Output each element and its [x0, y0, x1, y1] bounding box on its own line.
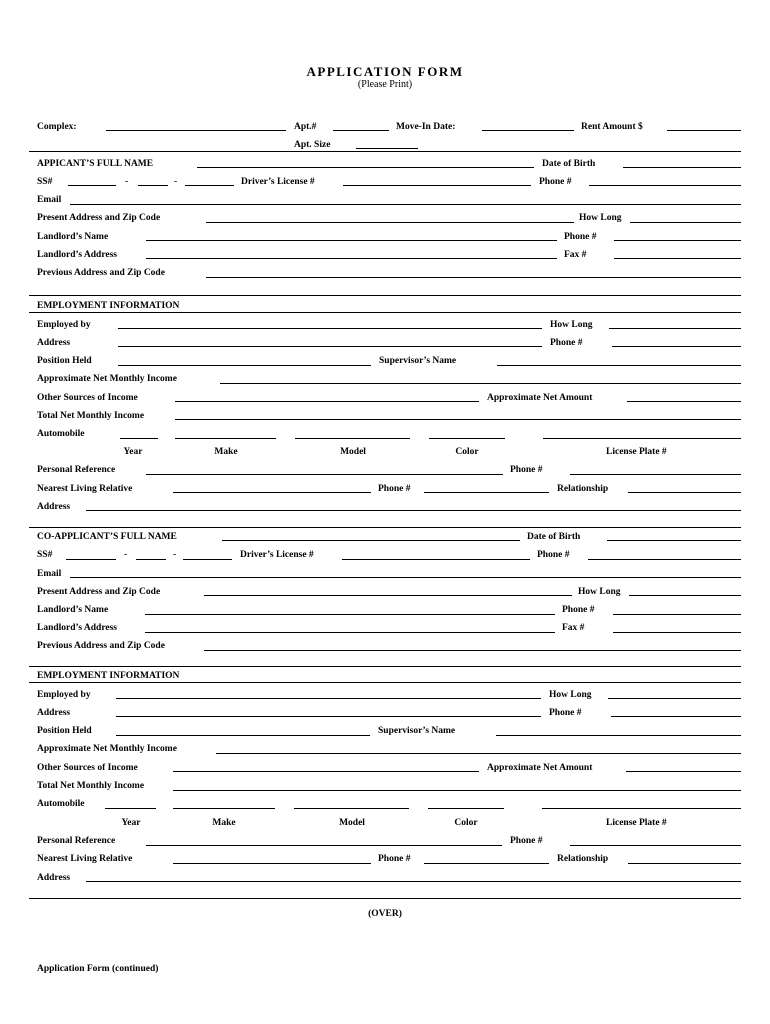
coapp-prev-addr-field-2[interactable]: [29, 666, 741, 667]
net-monthly-field[interactable]: [220, 383, 741, 384]
coapp-other-sources-label: Other Sources of Income: [37, 763, 138, 773]
coapp-auto-year-field[interactable]: [105, 808, 156, 809]
make-caption: Make: [214, 447, 238, 457]
coapp-fax-field[interactable]: [613, 632, 741, 633]
auto-color-field[interactable]: [429, 438, 505, 439]
total-net-field[interactable]: [175, 419, 741, 420]
coapp-landlord-phone-label: Phone #: [562, 605, 595, 615]
applicant-ss-field-1[interactable]: [68, 185, 116, 186]
personal-ref-label: Personal Reference: [37, 465, 116, 475]
applicant-prev-addr-field[interactable]: [206, 277, 741, 278]
plate-caption: License Plate #: [606, 447, 667, 457]
coapp-ref-phone-label: Phone #: [510, 836, 543, 846]
applicant-landlord-phone-label: Phone #: [564, 232, 597, 242]
relative-phone-field[interactable]: [424, 492, 549, 493]
coapp-relative-field[interactable]: [173, 863, 371, 864]
coapp-relative-address-label: Address: [37, 873, 71, 883]
coapp-auto-make-field[interactable]: [173, 808, 275, 809]
applicant-prev-addr-label: Previous Address and Zip Code: [37, 268, 165, 278]
emp-phone-field[interactable]: [612, 346, 741, 347]
applicant-address-label: Present Address and Zip Code: [37, 213, 161, 223]
coapp-landlord-addr-field[interactable]: [145, 632, 555, 633]
emp-howlong-label: How Long: [550, 320, 593, 330]
applicant-landlord-addr-label: Landlord’s Address: [37, 250, 117, 260]
coapp-auto-color-field[interactable]: [428, 808, 504, 809]
coapp-howlong-label: How Long: [578, 587, 621, 597]
coapp-phone-field[interactable]: [588, 559, 741, 560]
position-label: Position Held: [37, 356, 92, 366]
auto-model-field[interactable]: [295, 438, 410, 439]
applicant-name-label: APPICANT’S FULL NAME: [37, 159, 154, 169]
coapp-color-caption: Color: [454, 818, 478, 828]
relative-phone-label: Phone #: [378, 484, 411, 494]
coapp-employment-heading: EMPLOYMENT INFORMATION: [37, 671, 180, 681]
coapp-howlong-field[interactable]: [629, 595, 741, 596]
employed-by-label: Employed by: [37, 320, 91, 330]
coapp-ss-field-3[interactable]: [183, 559, 232, 560]
coapp-landlord-addr-label: Landlord’s Address: [37, 623, 117, 633]
applicant-dl-label: Driver’s License #: [241, 177, 315, 187]
coapp-name-field[interactable]: [222, 540, 520, 541]
other-sources-field[interactable]: [175, 401, 479, 402]
coapp-automobile-label: Automobile: [37, 799, 85, 809]
applicant-address-field[interactable]: [206, 222, 574, 223]
auto-year-field[interactable]: [120, 438, 158, 439]
coapp-ss-field-2[interactable]: [136, 559, 166, 560]
coapp-landlord-phone-field[interactable]: [613, 614, 741, 615]
coapp-relative-phone-label: Phone #: [378, 854, 411, 864]
coapp-address-label: Present Address and Zip Code: [37, 587, 161, 597]
ref-phone-field[interactable]: [570, 474, 741, 475]
emp-address-field[interactable]: [118, 346, 542, 347]
applicant-email-field[interactable]: [70, 204, 741, 205]
form-title: APPLICATION FORM: [306, 64, 464, 79]
coapp-personal-ref-field[interactable]: [146, 845, 502, 846]
emp-phone-label: Phone #: [550, 338, 583, 348]
coapp-make-caption: Make: [212, 818, 236, 828]
coapp-model-caption: Model: [339, 818, 365, 828]
applicant-ss-field-3[interactable]: [185, 185, 234, 186]
coapp-position-label: Position Held: [37, 726, 92, 736]
auto-make-field[interactable]: [175, 438, 276, 439]
coapp-ss-field-1[interactable]: [66, 559, 116, 560]
coapp-relationship-field[interactable]: [628, 863, 741, 864]
total-net-label: Total Net Monthly Income: [37, 411, 145, 421]
complex-field[interactable]: [106, 130, 286, 131]
coapp-net-amount-field[interactable]: [626, 771, 741, 772]
apt-label: Apt.#: [294, 122, 317, 132]
coapp-email-field[interactable]: [70, 577, 741, 578]
applicant-ss-label: SS#: [37, 177, 53, 187]
applicant-dob-field[interactable]: [623, 167, 741, 168]
divider: [29, 151, 741, 152]
applicant-ss-field-2[interactable]: [138, 185, 168, 186]
relative-label: Nearest Living Relative: [37, 484, 133, 494]
coapp-dl-field[interactable]: [342, 559, 530, 560]
coapp-fax-label: Fax #: [562, 623, 585, 633]
coapp-emp-address-field[interactable]: [116, 716, 541, 717]
applicant-landlord-field[interactable]: [146, 240, 557, 241]
coapp-relative-label: Nearest Living Relative: [37, 854, 133, 864]
relative-address-field[interactable]: [86, 510, 741, 511]
divider: [29, 898, 741, 899]
ss-dash: -: [174, 177, 178, 187]
coapp-auto-plate-field[interactable]: [542, 808, 741, 809]
applicant-phone-label: Phone #: [539, 177, 572, 187]
divider: [29, 527, 741, 528]
applicant-dob-label: Date of Birth: [542, 159, 596, 169]
coapp-prev-addr-field[interactable]: [204, 650, 741, 651]
net-amount-label: Approximate Net Amount: [487, 393, 593, 403]
year-caption: Year: [123, 447, 143, 457]
coapp-emp-phone-label: Phone #: [549, 708, 582, 718]
applicant-howlong-field[interactable]: [630, 222, 741, 223]
move-in-field[interactable]: [482, 130, 574, 131]
emp-howlong-field[interactable]: [609, 328, 741, 329]
relative-address-label: Address: [37, 502, 71, 512]
coapp-dob-field[interactable]: [607, 540, 741, 541]
rent-field[interactable]: [667, 130, 741, 131]
coapp-employed-by-label: Employed by: [37, 690, 91, 700]
coapp-year-caption: Year: [121, 818, 141, 828]
coapp-email-label: Email: [37, 569, 62, 579]
move-in-label: Move-In Date:: [396, 122, 456, 132]
model-caption: Model: [340, 447, 366, 457]
coapp-emp-address-label: Address: [37, 708, 71, 718]
continued-heading: Application Form (continued): [37, 964, 159, 974]
coapp-supervisor-field[interactable]: [496, 735, 741, 736]
relationship-field[interactable]: [628, 492, 741, 493]
applicant-name-field[interactable]: [197, 167, 534, 168]
ss-dash: -: [124, 550, 128, 560]
complex-label: Complex:: [37, 122, 77, 132]
coapp-phone-label: Phone #: [537, 550, 570, 560]
employed-by-field[interactable]: [118, 328, 542, 329]
form-subtitle: (Please Print): [357, 79, 413, 90]
relationship-label: Relationship: [557, 484, 609, 494]
over-note: (OVER): [368, 909, 402, 919]
coapp-net-monthly-label: Approximate Net Monthly Income: [37, 744, 177, 754]
coapp-emp-howlong-field[interactable]: [608, 698, 741, 699]
coapp-position-field[interactable]: [116, 735, 370, 736]
ss-dash: -: [173, 550, 177, 560]
coapp-personal-ref-label: Personal Reference: [37, 836, 116, 846]
applicant-howlong-label: How Long: [579, 213, 622, 223]
coapp-relationship-label: Relationship: [557, 854, 609, 864]
coapp-landlord-label: Landlord’s Name: [37, 605, 109, 615]
apt-size-field[interactable]: [356, 148, 418, 149]
ref-phone-label: Phone #: [510, 465, 543, 475]
position-field[interactable]: [118, 365, 371, 366]
coapp-total-net-label: Total Net Monthly Income: [37, 781, 145, 791]
net-amount-field[interactable]: [627, 401, 741, 402]
personal-ref-field[interactable]: [146, 474, 503, 475]
coapp-dob-label: Date of Birth: [527, 532, 581, 542]
coapp-ss-label: SS#: [37, 550, 53, 560]
coapp-employed-by-field[interactable]: [116, 698, 541, 699]
coapp-ref-phone-field[interactable]: [570, 845, 741, 846]
applicant-landlord-phone-field[interactable]: [614, 240, 741, 241]
rent-label: Rent Amount $: [581, 122, 643, 132]
coapp-dl-label: Driver’s License #: [240, 550, 314, 560]
applicant-fax-field[interactable]: [614, 258, 741, 259]
applicant-landlord-label: Landlord’s Name: [37, 232, 109, 242]
applicant-prev-addr-field-2[interactable]: [29, 295, 741, 296]
color-caption: Color: [455, 447, 479, 457]
divider: [29, 682, 741, 683]
coapp-auto-model-field[interactable]: [294, 808, 409, 809]
applicant-fax-label: Fax #: [564, 250, 587, 260]
ss-dash: -: [125, 177, 129, 187]
supervisor-label: Supervisor’s Name: [379, 356, 457, 366]
coapp-net-amount-label: Approximate Net Amount: [487, 763, 593, 773]
employment-heading: EMPLOYMENT INFORMATION: [37, 301, 180, 311]
applicant-phone-field[interactable]: [589, 185, 741, 186]
net-monthly-label: Approximate Net Monthly Income: [37, 374, 177, 384]
auto-plate-field[interactable]: [543, 438, 741, 439]
applicant-landlord-addr-field[interactable]: [146, 258, 557, 259]
coapp-relative-address-field[interactable]: [86, 881, 741, 882]
divider: [29, 312, 741, 313]
coapp-landlord-field[interactable]: [145, 614, 555, 615]
coapp-other-sources-field[interactable]: [173, 771, 479, 772]
coapp-name-label: CO-APPLICANT’S FULL NAME: [37, 532, 177, 542]
applicant-email-label: Email: [37, 195, 62, 205]
coapp-emp-howlong-label: How Long: [549, 690, 592, 700]
coapp-emp-phone-field[interactable]: [611, 716, 741, 717]
coapp-supervisor-label: Supervisor’s Name: [378, 726, 456, 736]
coapp-prev-addr-label: Previous Address and Zip Code: [37, 641, 165, 651]
apt-size-label: Apt. Size: [294, 140, 331, 150]
coapp-plate-caption: License Plate #: [606, 818, 667, 828]
other-sources-label: Other Sources of Income: [37, 393, 138, 403]
emp-address-label: Address: [37, 338, 71, 348]
coapp-net-monthly-field[interactable]: [216, 753, 741, 754]
apt-field[interactable]: [333, 130, 389, 131]
automobile-label: Automobile: [37, 429, 85, 439]
coapp-address-field[interactable]: [204, 595, 572, 596]
relative-field[interactable]: [173, 492, 371, 493]
coapp-relative-phone-field[interactable]: [424, 863, 549, 864]
applicant-dl-field[interactable]: [343, 185, 531, 186]
supervisor-field[interactable]: [497, 365, 741, 366]
coapp-total-net-field[interactable]: [173, 790, 741, 791]
